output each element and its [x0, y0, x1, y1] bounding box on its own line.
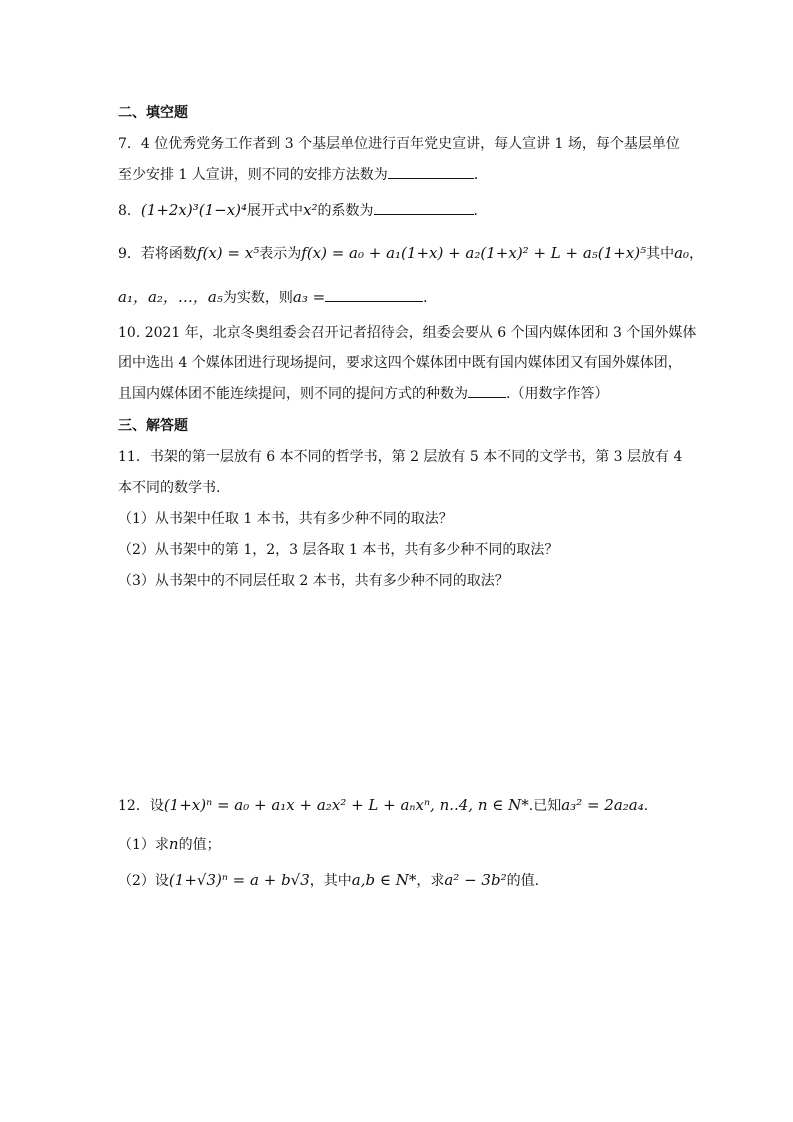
question-8-number: 8．: [118, 203, 141, 219]
answer-blank: [468, 383, 506, 398]
question-7-end: ．: [473, 167, 488, 183]
question-11-line-2: 本不同的数学书.: [118, 480, 221, 496]
question-12-part-1-n: n: [168, 835, 179, 853]
question-9-lead: 9．若将函数: [118, 246, 197, 262]
question-10-line-3-text: 且国内媒体团不能连续提问，则不同的提问方式的种数为: [118, 386, 468, 402]
question-11-part-3: （3）从书架中的不同层任取 2 本书，共有多少种不同的取法？: [118, 573, 509, 589]
question-12-expression: (1+x)ⁿ = a₀ + a₁x + a₂x² + L + aₙxⁿ, n..4, n ∈ N*: [163, 796, 529, 814]
question-8-term: x²: [303, 201, 318, 219]
question-12-lead: 12．设: [118, 798, 164, 814]
answer-blank: [374, 200, 474, 215]
question-10-line-1: 10. 2021 年，北京冬奥组委会召开记者招待会，组委会要从 6 个国内媒体团和 3 个国外媒体: [118, 325, 697, 341]
question-12-part-2-a: （2）设: [118, 873, 169, 889]
question-7-line-1: 7．4 位优秀党务工作者到 3 个基层单位进行百年党史宣讲，每人宣讲 1 场，每个基层单位: [118, 136, 680, 152]
question-9-line-2-text: 为实数，则: [222, 290, 293, 306]
question-9-a3: a₃ =: [292, 288, 326, 306]
question-8-text-2: 的系数为: [317, 203, 374, 219]
question-11-part-2: （2）从书架中的第 1，2，3 层各取 1 本书，共有多少种不同的取法？: [118, 542, 559, 558]
question-12-condition: a₃² = 2a₂a₄: [561, 796, 644, 814]
question-9-mid: 表示为: [259, 246, 302, 262]
question-12-part-1: [118, 834, 733, 855]
question-9-function: f(x) = x⁵: [196, 244, 260, 262]
question-8-text: 展开式中: [247, 203, 304, 219]
question-12-part-2-d: 的值.: [506, 873, 540, 889]
section-heading-solve: 三、解答题: [118, 418, 188, 434]
question-12-part-2-expression: (1+√3)ⁿ = a + b√3: [168, 871, 310, 889]
question-10-line-3-end: .（用数字作答）: [506, 386, 609, 402]
question-8: [118, 200, 733, 221]
question-9-expansion: f(x) = a₀ + a₁(1+x) + a₂(1+x)² + L + a₅(1+x)⁵: [301, 244, 647, 262]
question-12-part-2: [118, 870, 733, 891]
question-9-comma: ，: [689, 246, 704, 262]
question-12-part-2-c: ，求: [416, 873, 445, 889]
question-12-part-2-condition: a,b ∈ N*: [351, 871, 417, 889]
question-10-line-2: 团中选出 4 个媒体团进行现场提问，要求这四个媒体团中既有国内媒体团又有国外媒体团，: [118, 355, 682, 371]
answer-blank: [388, 164, 474, 179]
question-12-part-1-a: （1）求: [118, 837, 169, 853]
section-heading-fill: 二、填空题: [118, 105, 188, 121]
question-9-end: ．: [423, 290, 438, 306]
question-10-line-3: [118, 383, 733, 404]
question-8-end: ．: [473, 203, 488, 219]
question-12: [118, 795, 733, 816]
question-9-variables: a₁，a₂，…，a₅: [118, 288, 223, 306]
question-12-end: .: [643, 798, 649, 814]
answer-blank: [325, 287, 423, 302]
question-12-part-1-b: 的值；: [178, 837, 221, 853]
question-9-line-2: [118, 287, 733, 308]
question-9-a0: a₀: [674, 244, 690, 262]
question-7-line-2: [118, 164, 733, 185]
question-12-part-2-target: a² − 3b²: [444, 871, 507, 889]
question-7-text: 至少安排 1 人宣讲，则不同的安排方法数为: [118, 167, 388, 183]
question-12-part-2-b: ，其中: [309, 873, 352, 889]
question-11-line-1: 11．书架的第一层放有 6 本不同的哲学书，第 2 层放有 5 本不同的文学书，第 3 层放有 4: [118, 449, 683, 465]
question-9-line-1: [118, 243, 733, 264]
question-12-known: .已知: [528, 798, 562, 814]
question-8-expression: (1+2x)³(1−x)⁴: [140, 201, 248, 219]
question-9-tail: 其中: [646, 246, 675, 262]
question-11-part-1: （1）从书架中任取 1 本书，共有多少种不同的取法？: [118, 511, 453, 527]
